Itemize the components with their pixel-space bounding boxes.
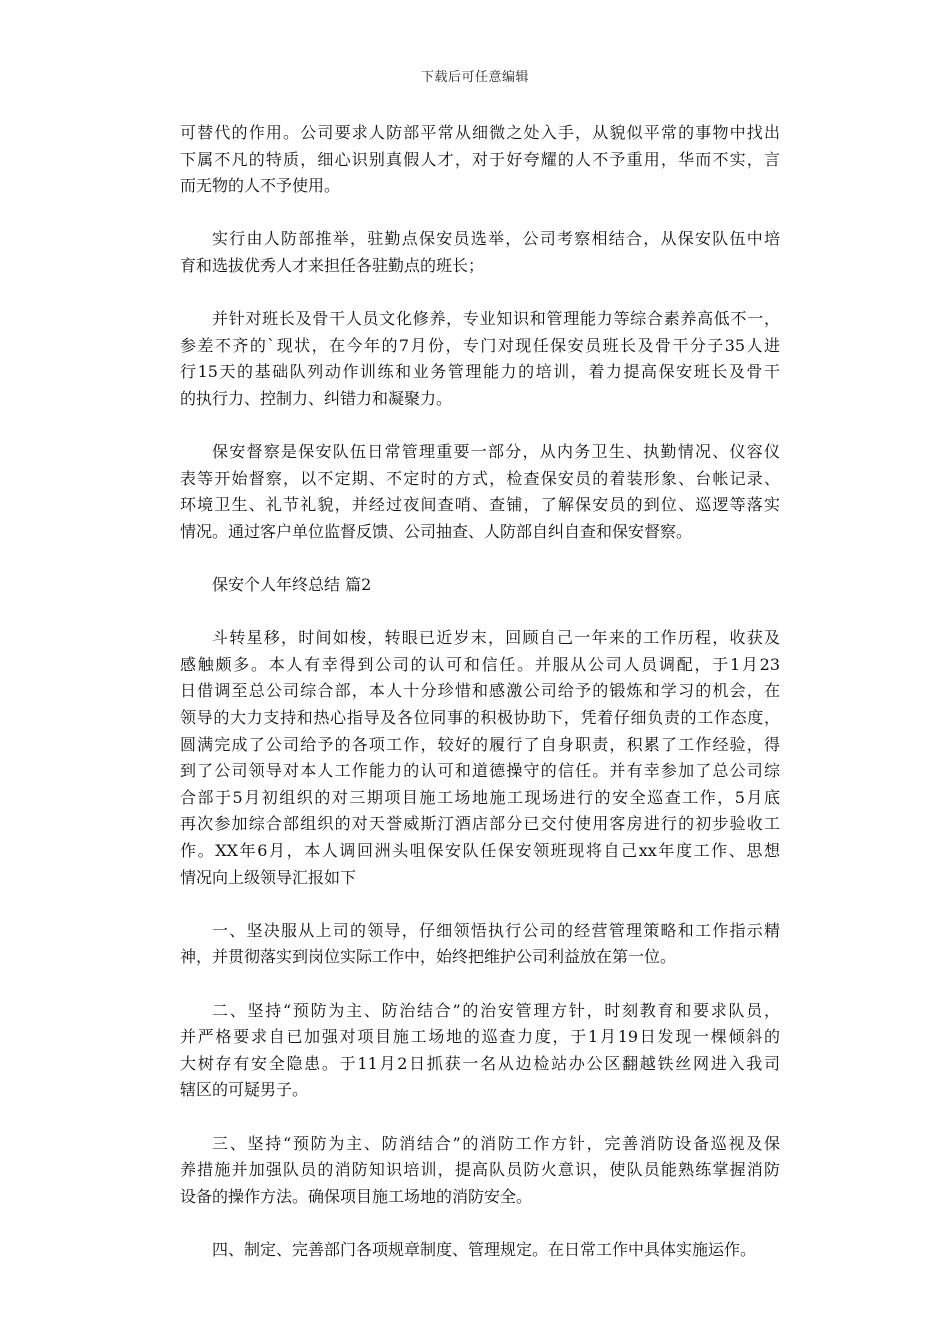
paragraph (180, 1237, 780, 1264)
text-line: 合部于5月初组织的对三期项目施工场地施工现场进行的安全巡查工作，5月底 (180, 787, 780, 807)
text-line: 设备的操作方法。确保项目施工场地的消防安全。 (180, 1186, 533, 1206)
text-line: 作。XX年6月，本人调回洲头咀保安队任保安领班现将自己xx年度工作、思想 (180, 841, 780, 861)
text-line: 辖区的可疑男子。 (180, 1080, 309, 1100)
text-line: 可替代的作用。公司要求人防部平常从细微之处入手，从貌似平常的事物中找出 (180, 123, 780, 142)
paragraph (180, 918, 780, 971)
text-line: 三、坚持“预防为主、防消结合”的消防工作方针，完善消防设备巡视及保 (212, 1133, 780, 1153)
paragraph (180, 1131, 780, 1211)
text-line: 下属不凡的特质，细心识别真假人才，对于好夸耀的人不予重用，华而不实，言 (180, 149, 780, 169)
text-line: 养措施并加强队员的消防知识培训，提高队员防火意识，使队员能熟练掌握消防 (180, 1160, 780, 1180)
text-line: 四、制定、完善部门各项规章制度、管理规定。在日常工作中具体实施运作。 (212, 1239, 757, 1259)
text-line: 保安督察是保安队伍日常管理重要一部分，从内务卫生、执勤情况、仪容仪 (212, 442, 780, 462)
text-line: 领导的大力支持和热心指导及各位同事的积极协助下，凭着仔细负责的工作态度， (180, 708, 780, 728)
text-line: 日借调至总公司综合部，本人十分珍惜和感激公司给予的锻炼和学习的机会，在 (180, 681, 780, 701)
text-line: 育和选拔优秀人才来担任各驻勤点的班长； (180, 255, 485, 275)
text-line: 圆满完成了公司给予的各项工作，较好的履行了自身职责，积累了工作经验，得 (180, 734, 780, 754)
paragraph (180, 998, 780, 1104)
text-line: 并针对班长及骨干人员文化修养，专业知识和管理能力等综合素养高低不一， (212, 309, 780, 329)
text-line: 而无物的人不予使用。 (180, 176, 341, 196)
paragraph (180, 306, 780, 412)
text-line: 到了公司领导对本人工作能力的认可和道德操守的信任。并有幸参加了总公司综 (180, 761, 780, 781)
paragraph (180, 625, 780, 891)
text-line: 并严格要求自已加强对项目施工场地的巡查力度，于1月19日发现一棵倾斜的 (180, 1027, 780, 1047)
paragraph (180, 120, 780, 200)
paragraph (180, 226, 780, 279)
text-line: 表等开始督察，以不定期、不定时的方式，检查保安员的着装形象、台帐记录、 (180, 468, 780, 488)
document-body (180, 120, 780, 1290)
text-line: 一、坚决服从上司的领导，仔细领悟执行公司的经营管理策略和工作指示精 (212, 920, 780, 940)
text-line: 二、坚持“预防为主、防治结合”的治安管理方针，时刻教育和要求队员， (212, 1000, 780, 1020)
text-line: 再次参加综合部组织的对天誉威斯汀酒店部分已交付使用客房进行的初步验收工 (180, 814, 780, 834)
text-line: 情况向上级领导汇报如下 (180, 867, 357, 887)
text-line: 实行由人防部推举，驻勤点保安员选举，公司考察相结合，从保安队伍中培 (212, 229, 780, 249)
section-heading: 保安个人年终总结 篇2 (212, 575, 372, 595)
text-line: 行15天的基础队列动作训练和业务管理能力的培训，着力提高保安班长及骨干 (180, 362, 780, 382)
text-line: 参差不齐的`现状，在今年的7月份，专门对现任保安员班长及骨干分子35人进 (180, 335, 780, 355)
text-line: 感触颇多。本人有幸得到公司的认可和信任。并服从公司人员调配，于1月23 (180, 654, 780, 674)
text-line: 大树存有安全隐患。于11月2日抓获一名从边检站办公区翻越铁丝网进入我司 (180, 1053, 780, 1073)
text-line: 的执行力、控制力、纠错力和凝聚力。 (180, 388, 453, 408)
page-header: 下载后可任意编辑 (420, 70, 529, 85)
text-line: 情况。通过客户单位监督反馈、公司抽查、人防部自纠自查和保安督察。 (180, 521, 693, 541)
text-line: 斗转星移，时间如梭，转眼已近岁末，回顾自己一年来的工作历程，收获及 (212, 628, 780, 648)
text-line: 环境卫生、礼节礼貌，并经过夜间查哨、查铺，了解保安员的到位、巡逻等落实 (180, 495, 780, 515)
paragraph (180, 439, 780, 545)
text-line: 神，并贯彻落实到岗位实际工作中，始终把维护公司利益放在第一位。 (180, 947, 677, 967)
